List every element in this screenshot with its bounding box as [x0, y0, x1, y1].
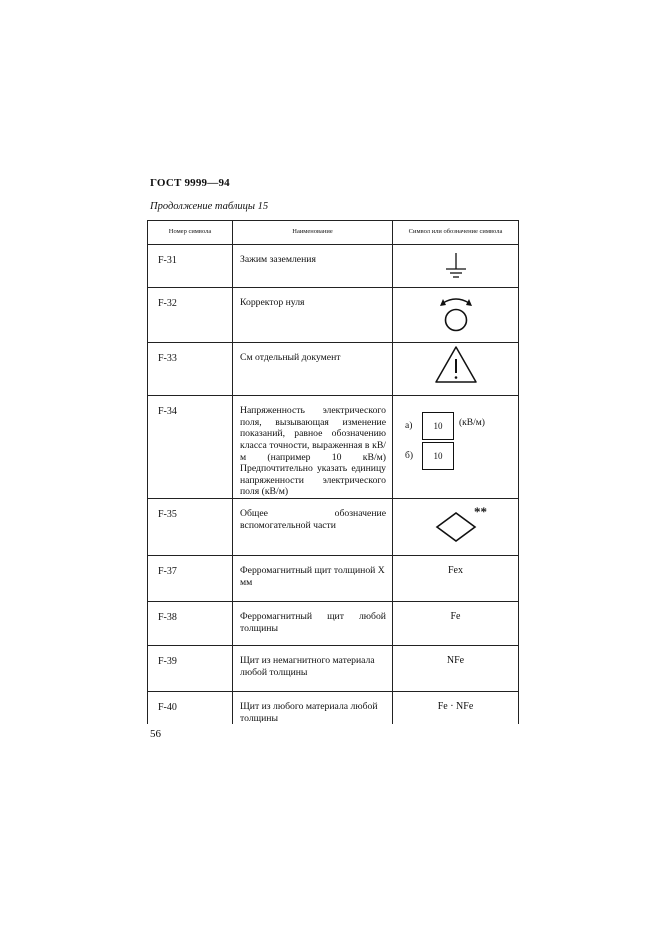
symbol-cell	[393, 396, 519, 499]
symbol-name: Щит из немагнитного материала любой толщины	[233, 646, 393, 692]
symbol-number: F-34	[148, 396, 233, 499]
table-header-row	[148, 221, 519, 245]
ground-icon	[393, 245, 519, 287]
symbol-text: Fex	[448, 565, 463, 577]
table-row	[148, 288, 519, 343]
symbol-cell	[393, 499, 519, 556]
symbol-cell	[393, 556, 519, 602]
symbol-name: См отдельный документ	[233, 343, 393, 396]
symbol-number: F-40	[148, 692, 233, 725]
table-row	[148, 499, 519, 556]
diamond-icon	[393, 499, 519, 555]
zero-corrector-icon	[393, 288, 519, 342]
field-strength-box-b: 10	[422, 442, 454, 470]
variant-b-label: б)	[405, 451, 413, 461]
symbol-name: Ферромагнитный щит толщиной X мм	[233, 556, 393, 602]
field-strength-unit: (кВ/м)	[459, 418, 485, 428]
symbol-table	[147, 220, 519, 724]
document-code: ГОСТ 9999—94	[150, 177, 230, 189]
symbol-name: Общее обозначение вспомогательной части	[233, 499, 393, 556]
symbol-number: F-38	[148, 602, 233, 646]
symbol-number: F-37	[148, 556, 233, 602]
table-row	[148, 646, 519, 692]
table-row	[148, 245, 519, 288]
table-row	[148, 396, 519, 499]
variant-a-label: а)	[405, 421, 413, 431]
warning-triangle-icon	[393, 343, 519, 395]
header-symbol: Символ или обозначение символа	[393, 221, 519, 245]
table-row	[148, 556, 519, 602]
symbol-name: Корректор нуля	[233, 288, 393, 343]
field-strength-box-a: 10	[422, 412, 454, 440]
table-row	[148, 692, 519, 725]
symbol-cell	[393, 646, 519, 692]
symbol-text: NFe	[446, 655, 465, 667]
symbol-name: Ферромагнитный щит любой толщины	[233, 602, 393, 646]
symbol-number: F-33	[148, 343, 233, 396]
symbol-number: F-32	[148, 288, 233, 343]
table-row	[148, 343, 519, 396]
page-number: 56	[150, 728, 161, 740]
symbol-number: F-35	[148, 499, 233, 556]
symbol-name: Зажим заземления	[233, 245, 393, 288]
symbol-text: Fe · NFe	[437, 701, 474, 713]
symbol-name: Щит из любого материала любой толщины	[233, 692, 393, 725]
symbol-number: F-39	[148, 646, 233, 692]
symbol-name: Напряженность электрического поля, вызывающая изменение показаний, равное обозначению класса точности, выраженная в кВ/м (например 10 кВ/м) Предпочтительно указать единицу напряженности электрического поля (кВ/м)	[233, 396, 393, 499]
symbol-text: Fe	[450, 611, 461, 623]
symbol-number: F-31	[148, 245, 233, 288]
symbol-cell	[393, 692, 519, 725]
symbol-cell	[393, 288, 519, 343]
symbol-cell	[393, 343, 519, 396]
header-number: Номер символа	[148, 221, 233, 245]
header-name: Наименование	[233, 221, 393, 245]
auxiliary-marker: **	[474, 504, 487, 520]
symbol-cell	[393, 602, 519, 646]
table-row	[148, 602, 519, 646]
table-caption: Продолжение таблицы 15	[150, 201, 269, 212]
symbol-cell	[393, 245, 519, 288]
